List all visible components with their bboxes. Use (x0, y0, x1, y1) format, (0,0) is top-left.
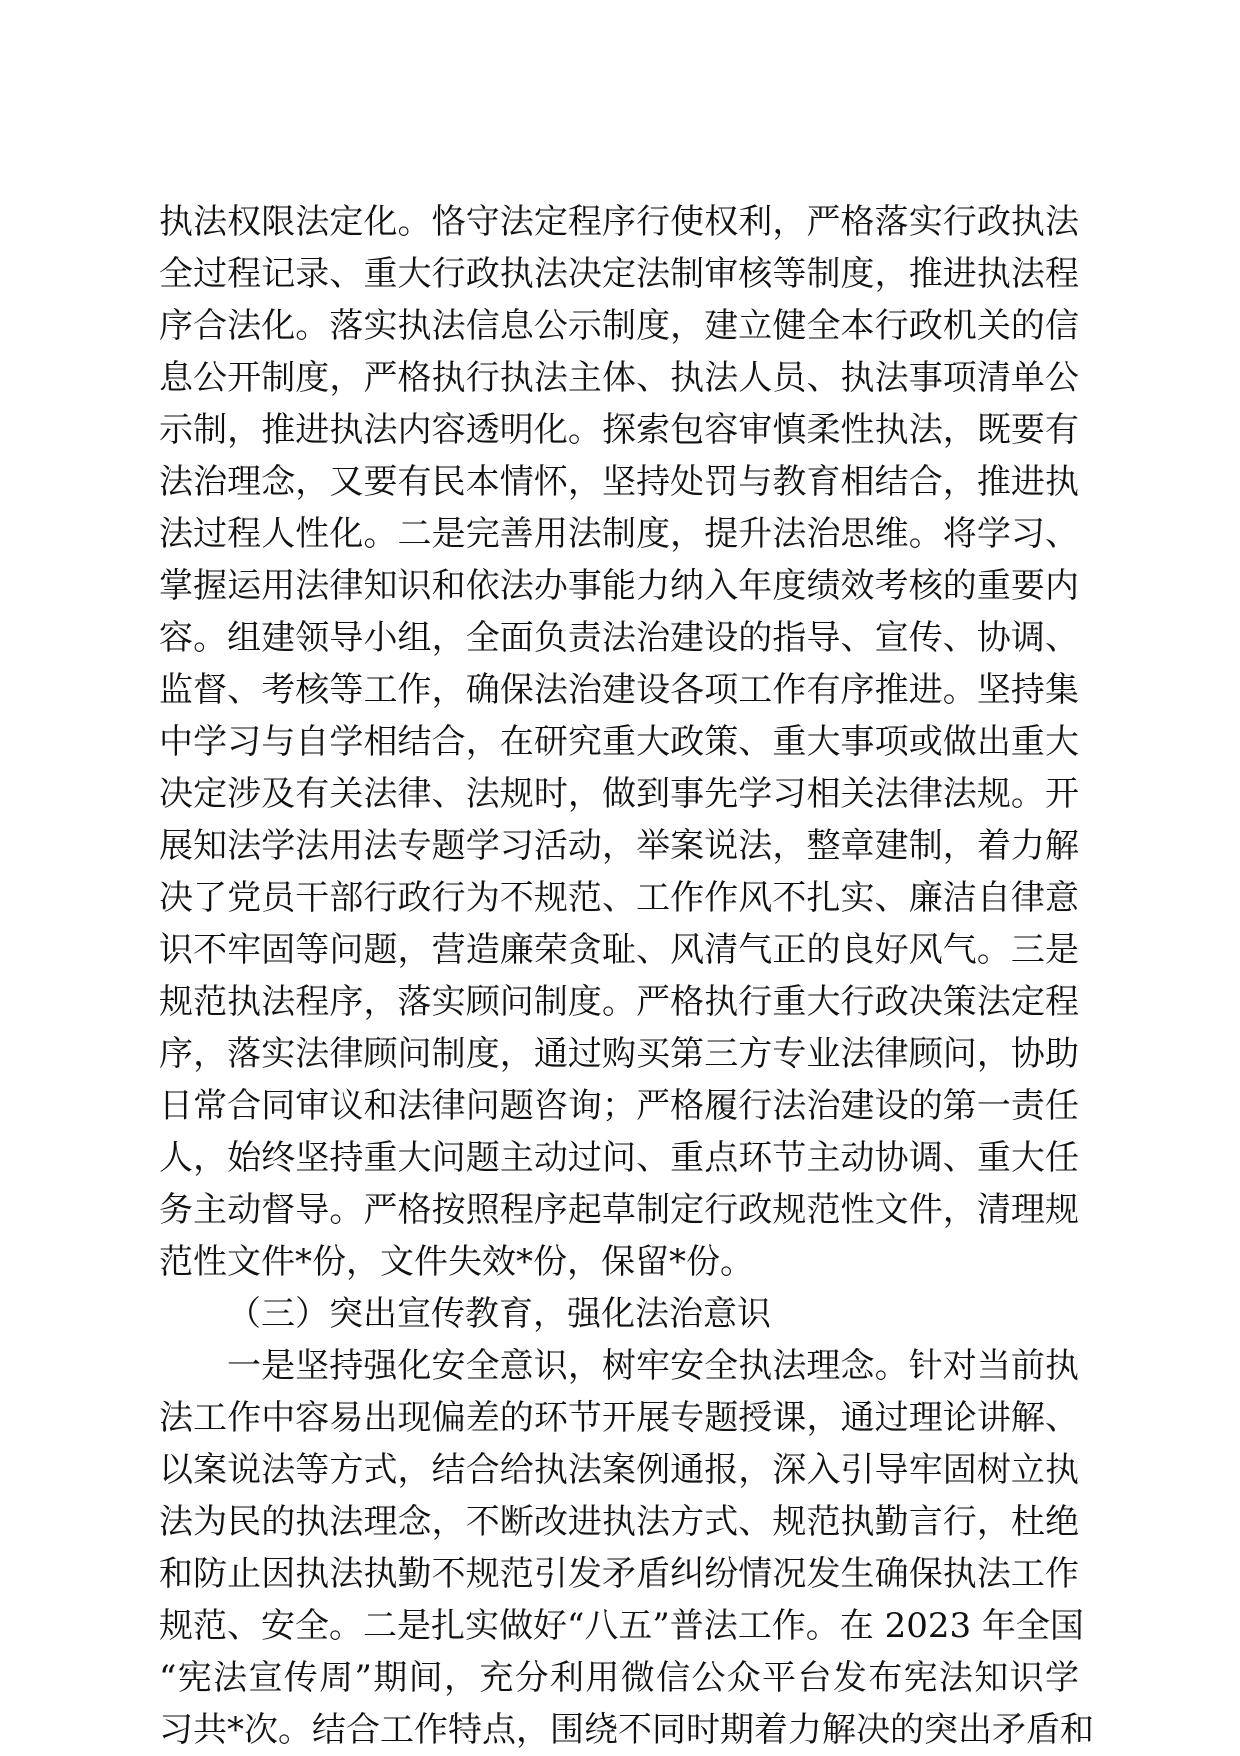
text-line: 全过程记录、重大行政执法决定法制审核等制度，推进执法程 (159, 254, 1079, 294)
text-line: 示制，推进执法内容透明化。探索包容审慎柔性执法，既要有 (159, 410, 1079, 450)
text-line: 决了党员干部行政行为不规范、工作作风不扎实、廉洁自律意 (159, 878, 1079, 918)
paragraph-2 (159, 1340, 1094, 1756)
text-line: 和防止因执法执勤不规范引发矛盾纠纷情况发生确保执法工作 (159, 1554, 1079, 1594)
text-line: 以案说法等方式，结合给执法案例通报，深入引导牢固树立执 (159, 1450, 1079, 1490)
text-line: 容。组建领导小组，全面负责法治建设的指导、宣传、协调、 (159, 618, 1079, 658)
text-line: 务主动督导。严格按照程序起草制定行政规范性文件，清理规 (159, 1190, 1079, 1230)
text-line: 掌握运用法律知识和依法办事能力纳入年度绩效考核的重要内 (159, 566, 1079, 606)
text-line: 法工作中容易出现偏差的环节开展专题授课，通过理论讲解、 (159, 1398, 1079, 1438)
text-line: 法过程人性化。二是完善用法制度，提升法治思维。将学习、 (159, 514, 1079, 554)
text-line: 息公开制度，严格执行执法主体、执法人员、执法事项清单公 (159, 358, 1079, 398)
text-line: 中学习与自学相结合，在研究重大政策、重大事项或做出重大 (159, 722, 1079, 762)
text-line: 日常合同审议和法律问题咨询；严格履行法治建设的第一责任 (159, 1086, 1079, 1126)
text-line: 识不牢固等问题，营造廉荣贪耻、风清气正的良好风气。三是 (159, 930, 1079, 970)
text-line: 法治理念，又要有民本情怀，坚持处罚与教育相结合，推进执 (159, 462, 1079, 502)
text-line: 习共*次。结合工作特点，围绕不同时期着力解决的突出矛盾和 (159, 1710, 1094, 1750)
text-line: 决定涉及有关法律、法规时，做到事先学习相关法律法规。开 (159, 774, 1079, 814)
paragraph-1 (159, 196, 1079, 1288)
text-line: 规范、安全。二是扎实做好“八五”普法工作。在 2023 年全国 (159, 1606, 1084, 1646)
text-line: “宪法宣传周”期间，充分利用微信公众平台发布宪法知识学 (159, 1658, 1079, 1698)
section-heading: （三）突出宣传教育，强化法治意识 (227, 1294, 771, 1334)
text-line: 序合法化。落实执法信息公示制度，建立健全本行政机关的信 (159, 306, 1079, 346)
text-line: 执法权限法定化。恪守法定程序行使权利，严格落实行政执法 (159, 202, 1079, 242)
text-line: 一是坚持强化安全意识，树牢安全执法理念。针对当前执 (227, 1346, 1079, 1386)
text-line: 范性文件*份，文件失效*份，保留*份。 (159, 1242, 754, 1282)
text-line: 人，始终坚持重大问题主动过问、重点环节主动协调、重大任 (159, 1138, 1079, 1178)
text-line: 规范执法程序，落实顾问制度。严格执行重大行政决策法定程 (159, 982, 1079, 1022)
text-line: 序，落实法律顾问制度，通过购买第三方专业法律顾问，协助 (159, 1034, 1079, 1074)
body-text (159, 196, 1094, 1756)
text-line: 展知法学法用法专题学习活动，举案说法，整章建制，着力解 (159, 826, 1079, 866)
text-line: 法为民的执法理念，不断改进执法方式、规范执勤言行，杜绝 (159, 1502, 1079, 1542)
text-line: 监督、考核等工作，确保法治建设各项工作有序推进。坚持集 (159, 670, 1079, 710)
